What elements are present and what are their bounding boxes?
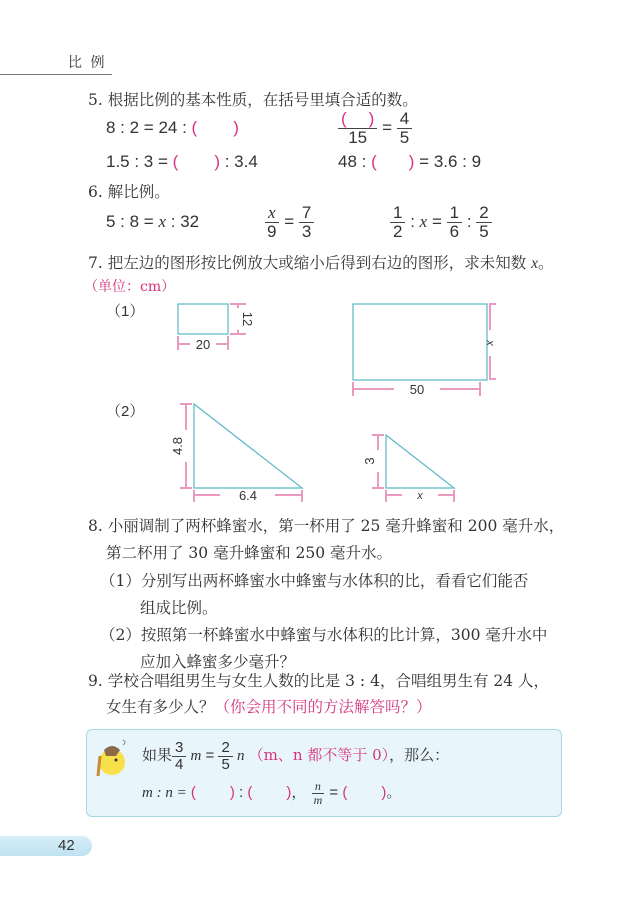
q6-b: $\frac{x}{9}$ = $\frac{7}{3}$ [264, 204, 314, 241]
large-tri-width-label: 6.4 [238, 488, 258, 503]
tip-line1: 如果 $\frac{3}{4}$ m = $\frac{2}{5}$ n （m、n 都不等于 0），那么： [142, 739, 450, 773]
chapter-title: 比 例 [68, 55, 107, 71]
q9-line1: 9. 学校合唱组男生与女生人数的比是 3 : 4，合唱组男生有 24 人， [88, 672, 550, 690]
q6-c: $\frac{1}{2}$ : x = $\frac{1}{6}$ : $\frac{2}{5}$ [390, 204, 492, 241]
small-rect-width-label: 20 [195, 337, 211, 352]
q8-sub1-line1: （1）分别写出两杯蜂蜜水中蜂蜜与水体积的比，看看它们能否 [100, 572, 529, 590]
page-number: 42 [58, 837, 75, 854]
small-tri-height-label: 3 [362, 457, 377, 465]
q5-title: 5. 根据比例的基本性质，在括号里填合适的数。 [88, 91, 418, 109]
q8-sub2-line1: （2）按照第一杯蜂蜜水中蜂蜜与水体积的比计算，300 毫升水中 [100, 626, 548, 644]
small-tri-width-label: x [417, 490, 423, 502]
q5-c: 1.5 : 3 = ( ) : 3.4 [106, 152, 258, 171]
q5-a: 8 : 2 = 24 : ( ) [106, 118, 239, 137]
q8-line2: 第二杯用了 30 毫升蜂蜜和 250 毫升水。 [106, 544, 393, 562]
large-rectangle [353, 304, 487, 380]
q7-unit: （单位：cm） [84, 279, 176, 295]
tip-line2: m : n = ( ) : ( )， $\frac{n}{m}$ = ( )。 [142, 779, 402, 807]
q5-b: $\frac{( )}{15}$ = $\frac{4}{5}$ [338, 110, 412, 147]
q7-title: 7. 把左边的图形按比例放大或缩小后得到右边的图形，求未知数 x。 [88, 254, 554, 272]
large-triangle [194, 404, 302, 488]
small-rect-height-label: 12 [240, 311, 255, 327]
q5-d: 48 : ( ) = 3.6 : 9 [338, 152, 482, 171]
q7-part1: （1） [106, 303, 145, 320]
q8-sub1-line2: 组成比例。 [140, 599, 218, 617]
q8-sub2-line2: 应加入蜂蜜多少毫升？ [140, 653, 296, 671]
chick-mascot-icon [92, 736, 132, 780]
small-rectangle [178, 304, 228, 334]
q9-line2: 女生有多少人？（你会用不同的方法解答吗？） [106, 698, 432, 716]
q6-a: 5 : 8 = x : 32 [106, 212, 200, 231]
small-triangle [386, 435, 454, 488]
large-rect-width-label: 50 [409, 382, 425, 397]
q7-part2: （2） [106, 403, 145, 420]
page-number-tab [0, 836, 92, 856]
large-tri-height-label: 4.8 [170, 436, 185, 456]
q8-line1: 8. 小丽调制了两杯蜂蜜水，第一杯用了 25 毫升蜂蜜和 200 毫升水， [88, 517, 565, 535]
q6-title: 6. 解比例。 [88, 183, 170, 201]
large-rect-height-label: x [484, 340, 496, 346]
